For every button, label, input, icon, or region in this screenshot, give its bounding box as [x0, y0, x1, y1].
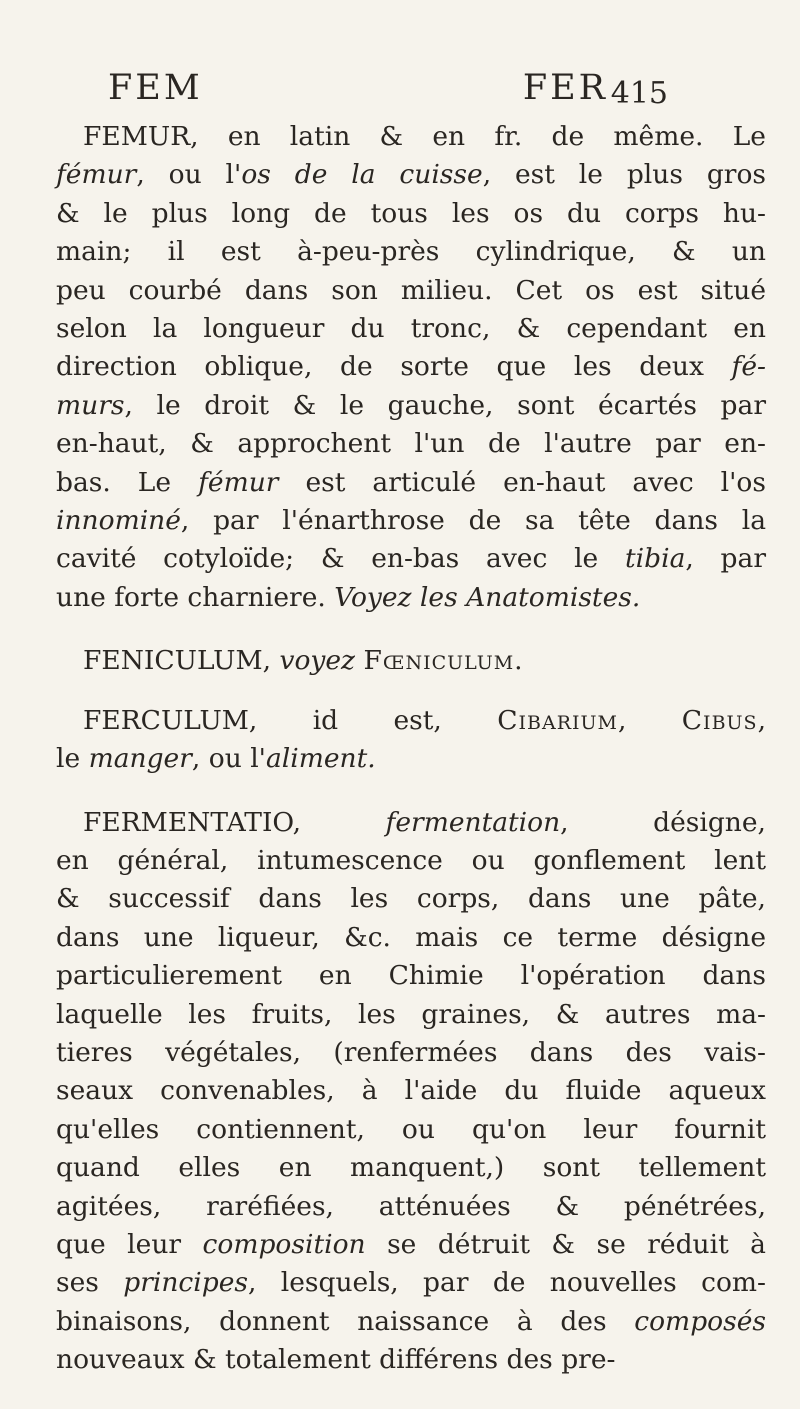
- text-run: selon la longueur du tronc, & cependant en: [56, 313, 766, 345]
- text-line: [56, 272, 766, 310]
- entry-ferculum: [56, 702, 766, 779]
- text-run: une forte charniere.: [56, 581, 335, 613]
- text-line: [56, 387, 766, 425]
- small-caps-term: Fœniculum.: [363, 645, 524, 677]
- text-line: [56, 919, 766, 957]
- text-line: [56, 996, 766, 1034]
- text-line: [56, 1149, 766, 1187]
- italic-term: manger: [88, 743, 192, 775]
- italic-term: aliment.: [265, 743, 376, 775]
- italic-term: Voyez les Anatomistes.: [334, 581, 641, 613]
- text-line: [56, 310, 766, 348]
- text-run: se détruit & se réduit à: [365, 1228, 766, 1260]
- text-run: tieres végétales, (renfermées dans des vais-: [56, 1036, 766, 1068]
- text-line: [56, 642, 766, 680]
- entry-spacer: [56, 617, 766, 642]
- text-run: nouveaux & totalement différens des pre-: [56, 1344, 616, 1376]
- italic-term: voyez: [279, 645, 356, 677]
- text-run: que leur: [56, 1228, 203, 1260]
- text-line: [56, 1072, 766, 1110]
- text-line: [56, 195, 766, 233]
- text-run: le: [56, 743, 89, 775]
- text-run: , désigne,: [560, 806, 766, 838]
- text-line: [56, 156, 766, 194]
- text-line: [56, 1111, 766, 1149]
- running-header: [108, 68, 668, 118]
- text-line: [56, 579, 766, 617]
- text-run: main; il est à-peu-près cylindrique, & un: [56, 236, 766, 268]
- header-right-guideword: FER: [522, 68, 608, 108]
- italic-term: fémur: [198, 466, 279, 498]
- text-run: dans une liqueur, &c. mais ce terme désigne: [56, 921, 766, 953]
- italic-term: principes: [123, 1267, 248, 1299]
- text-line: [56, 425, 766, 463]
- text-line: [56, 233, 766, 271]
- text-line: [56, 842, 766, 880]
- text-run: agitées, raréfiées, atténuées & pénétrées,: [56, 1190, 766, 1222]
- text-run: qu'elles contiennent, ou qu'on leur fournit: [56, 1113, 766, 1145]
- text-run: , ou l': [136, 159, 242, 191]
- entry-spacer: [56, 779, 766, 804]
- text-run: , est le plus gros: [482, 159, 767, 191]
- text-line: [56, 957, 766, 995]
- italic-term: composés: [634, 1305, 766, 1337]
- italic-term: innominé: [56, 505, 181, 537]
- text-run: seaux convenables, à l'aide du fluide aqueux: [56, 1075, 766, 1107]
- text-line: [56, 1341, 766, 1379]
- text-run: , ou l': [191, 743, 266, 775]
- text-run: , lesquels, par de nouvelles com-: [247, 1267, 766, 1299]
- text-run: binaisons, donnent naissance à des: [56, 1305, 635, 1337]
- text-line: [56, 118, 766, 156]
- text-run: particulierement en Chimie l'opération dans: [56, 960, 766, 992]
- text-line: [56, 1226, 766, 1264]
- text-run: FERCULUM, id est,: [83, 704, 498, 736]
- text-run: est articulé en-haut avec l'os: [278, 466, 766, 498]
- text-line: [56, 740, 766, 778]
- small-caps-term: Cibus: [681, 704, 758, 736]
- italic-term: fermentation: [385, 806, 561, 838]
- text-line: [56, 804, 766, 842]
- text-line: [56, 702, 766, 740]
- italic-term: fémur: [56, 159, 137, 191]
- small-caps-term: Cibarium: [497, 704, 618, 736]
- text-line: [56, 1188, 766, 1226]
- text-line: [56, 540, 766, 578]
- text-run: en-haut, & approchent l'un de l'autre par en-: [56, 428, 766, 460]
- text-run: ses: [56, 1267, 124, 1299]
- text-run: quand elles en manquent,) sont tellement: [56, 1152, 766, 1184]
- text-line: [56, 348, 766, 386]
- text-run: en général, intumescence ou gonflement lent: [56, 844, 766, 876]
- text-line: [56, 464, 766, 502]
- italic-term: murs: [56, 389, 125, 421]
- text-run: , par l'énarthrose de sa tête dans la: [180, 505, 766, 537]
- italic-term: tibia: [625, 543, 686, 575]
- italic-term: composition: [202, 1228, 366, 1260]
- page-number: 415: [610, 76, 668, 111]
- text-run: , le droit & le gauche, sont écartés par: [124, 389, 766, 421]
- italic-term: fé-: [731, 351, 766, 383]
- text-run: , par: [685, 543, 766, 575]
- text-run: FERMENTATIO,: [83, 806, 386, 838]
- text-run: ,: [757, 704, 766, 736]
- text-line: [56, 1264, 766, 1302]
- text-run: bas. Le: [56, 466, 199, 498]
- text-run: & le plus long de tous les os du corps hu-: [56, 197, 766, 229]
- text-line: [56, 1303, 766, 1341]
- text-run: & successif dans les corps, dans une pâte,: [56, 883, 766, 915]
- text-run: ,: [617, 704, 682, 736]
- entry-spacer: [56, 681, 766, 702]
- dictionary-text: [56, 118, 766, 1380]
- text-line: [56, 1034, 766, 1072]
- text-run: laquelle les fruits, les graines, & autres ma-: [56, 998, 766, 1030]
- text-run: FENICULUM,: [83, 645, 280, 677]
- text-run: peu courbé dans son milieu. Cet os est situé: [56, 274, 766, 306]
- text-run: direction oblique, de sorte que les deux: [56, 351, 732, 383]
- header-left-guideword: FEM: [108, 68, 203, 108]
- entry-feniculum: [56, 642, 766, 680]
- italic-term: os de la cuisse: [241, 159, 483, 191]
- entry-femur: [56, 118, 766, 617]
- text-line: [56, 502, 766, 540]
- text-run: FEMUR, en latin & en fr. de même. Le: [83, 121, 766, 152]
- text-run: cavité cotyloïde; & en-bas avec le: [56, 543, 625, 575]
- entry-fermentatio: [56, 804, 766, 1380]
- text-line: [56, 880, 766, 918]
